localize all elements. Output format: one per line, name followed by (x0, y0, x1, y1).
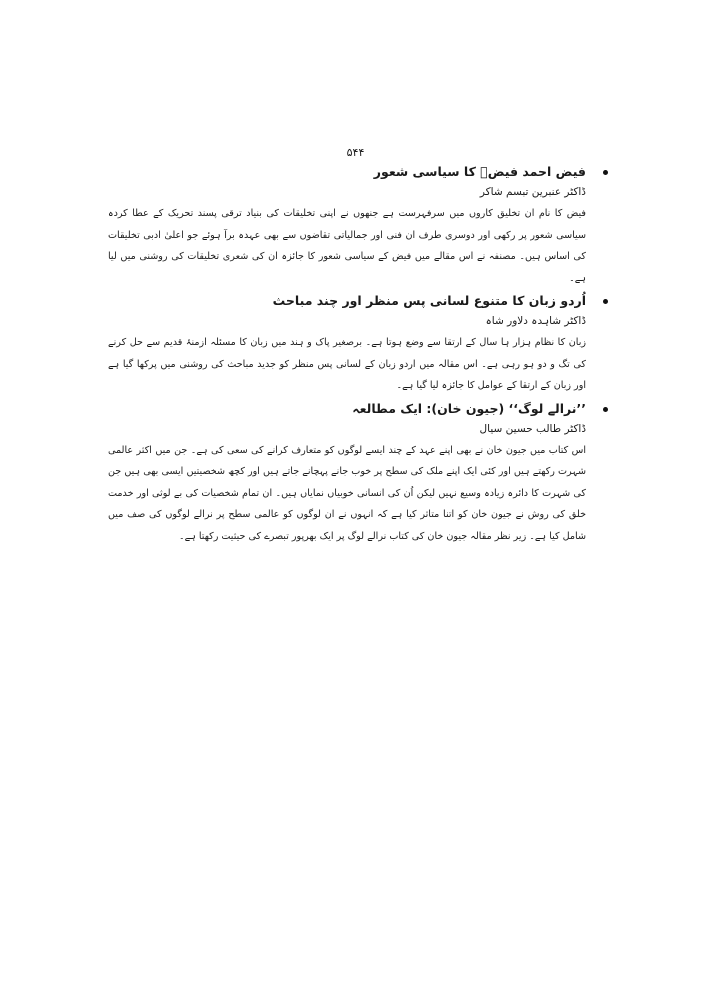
entry-title-text: فیض احمد فیضؔ کا سیاسی شعور (373, 164, 586, 179)
bullet-icon (603, 170, 608, 175)
page-number: ۵۴۴ (346, 146, 365, 159)
entry-title-text: ’’نرالے لوگ‘‘ (جیون خان): ایک مطالعہ (352, 400, 586, 416)
entry-title-text: اُردو زبان کا متنوع لسانی پس منظر اور چند مباحث (272, 293, 586, 308)
abstract-entry-2 (108, 291, 586, 397)
entry-author: ڈاکٹر طالب حسین سیال (479, 422, 586, 435)
bullet-icon (603, 299, 608, 304)
entry-title (108, 291, 586, 311)
entry-author: ڈاکٹر شاہدہ دلاور شاہ (485, 315, 586, 327)
abstracts-list (108, 162, 586, 549)
entry-summary: اس کتاب میں جیون خان نے بھی اپنے عہد کے چند ایسے لوگوں کو متعارف کرانے کی سعی کی ہے۔ جن میں اکثر عالمی شہرت رکھتے ہیں اور کئی ایک اپنے ملک کی سطح پر خوب جانے پہچانے جاتے ہیں اور کچھ شخصیتیں ایسی بھی ہیں جن کی شہرت کا دائرہ زیادہ وسیع نہیں لیکن اُن کی انسانی خوبیاں نمایاں ہیں۔ ان تمام شخصیات کی بے لوثی اور خدمت خلق کی روش نے جیون خان کو اتنا متاثر کیا ہے کہ انہوں نے ان لوگوں کو عالمی سطح پر نرالے لوگوں کی صف میں شامل کیا ہے۔ زیر نظر مقالہ جیون خان کی کتاب نرالے لوگ پر ایک بھرپور تبصرے کی حیثیت رکھتا ہے۔ (108, 444, 586, 542)
bullet-icon (603, 407, 608, 412)
abstract-entry-3 (108, 399, 586, 548)
entry-title (108, 162, 586, 182)
entry-summary: زبان کا نظام ہزار ہا سال کے ارتقا سے وضع ہوتا ہے۔ برصغیر پاک و ہند میں زبان کا مسئلہ ازمنۂ قدیم سے حل کرنے کی تگ و دو ہو رہی ہے۔ اس مقالہ میں اردو زبان کے لسانی پس منظر کو جدید مباحث کی روشنی میں پرکھا گیا ہے اور زبان کے ارتقا کے عوامل کا جائزہ لیا گیا ہے۔ (108, 337, 586, 391)
entry-summary: فیض کا نام ان تخلیق کاروں میں سرفہرست ہے جنھوں نے اپنی تخلیقات کی بنیاد ترقی پسند تحریک کے عطا کردہ سیاسی شعور پر رکھی اور دوسری طرف ان فنی اور جمالیاتی تقاضوں سے بھی عہدہ برآ ہوئے جو اعلیٰ ادبی تخلیقات کی اساس ہیں۔ مصنفہ نے اس مقالے میں فیض کے سیاسی شعور کا جائزہ ان کی شعری تخلیقات کی روشنی میں لیا ہے۔ (108, 208, 586, 284)
abstract-entry-1 (108, 162, 586, 289)
entry-author: ڈاکٹر عنبرین تبسم شاکر (479, 186, 586, 198)
entry-title (108, 399, 586, 419)
